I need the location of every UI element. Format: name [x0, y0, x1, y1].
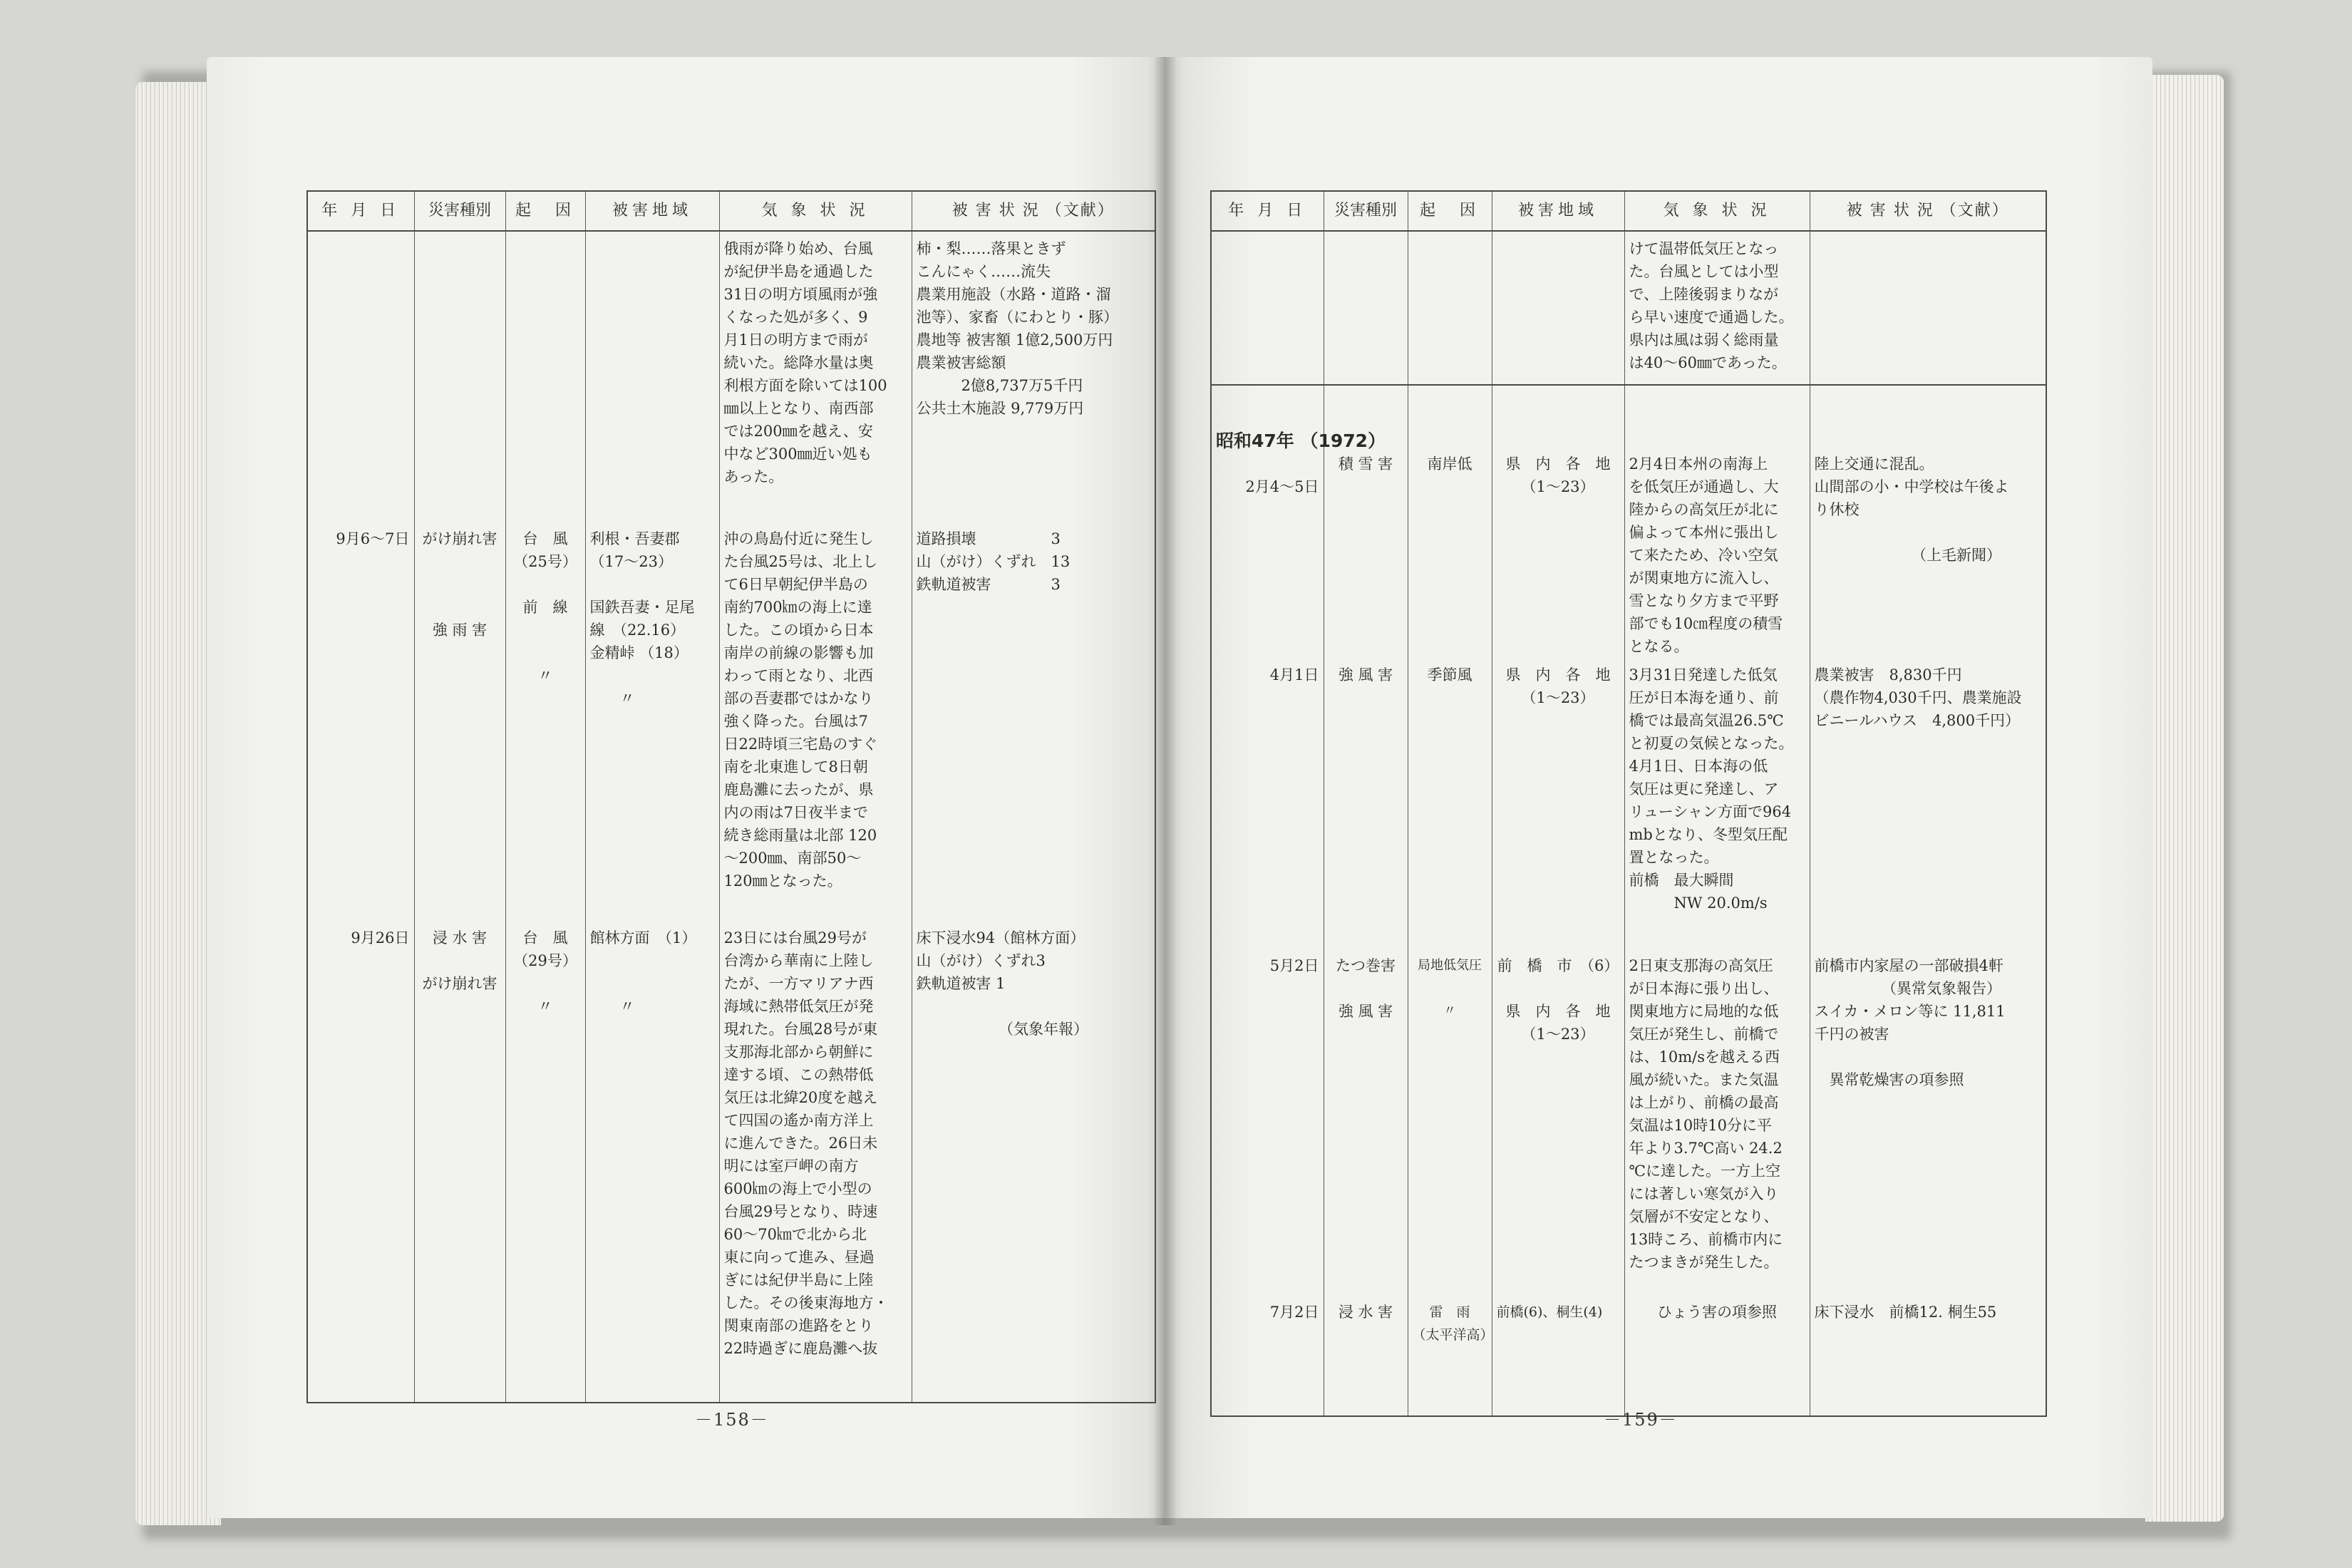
date-cell	[1211, 231, 1324, 385]
header-weather: 気 象 状 況	[1624, 191, 1810, 231]
weather-cell: 3月31日発達した低気 圧が日本海を通り、前 橋では最高気温26.5℃ と初夏の気候となった。 4月1日、日本海の低 気圧は更に発達し、ア リューシャン方面で964 mbとなり、冬型気圧配 置となった。 前橋 最大瞬間 NW 20.0m/s	[1624, 658, 1810, 949]
cause-cell: 南岸低	[1408, 385, 1492, 658]
era-year-label: 昭和47年 （1972）	[1216, 430, 1386, 451]
cause-cell: 季節風	[1408, 658, 1492, 949]
table-row	[1211, 231, 2046, 385]
disaster-type-cell: 強 風 害	[1324, 658, 1408, 949]
table-row	[1211, 1295, 2046, 1416]
disaster-type-cell	[1324, 231, 1408, 385]
weather-cell: ひょう害の項参照	[1624, 1295, 1810, 1416]
table-row	[307, 522, 1155, 921]
header-area: 被害地域	[585, 191, 719, 231]
cause-cell: 台 風 （29号） 〃	[505, 921, 585, 1403]
table-row	[1211, 949, 2046, 1295]
table-header-row	[1211, 191, 2046, 231]
header-damage: 被 害 状 況 （文献）	[1810, 191, 2046, 231]
damage-cell: 陸上交通に混乱。 山間部の小・中学校は午後よ り休校 （上毛新聞）	[1810, 385, 2046, 658]
header-damage: 被 害 状 況 （文献）	[912, 191, 1155, 231]
table-row	[307, 231, 1155, 522]
disaster-type-cell: 浸 水 害	[1324, 1295, 1408, 1416]
cause-cell: 雷 雨 （太平洋高）	[1408, 1295, 1492, 1416]
cause-cell: 台 風 （25号） 前 線 〃	[505, 522, 585, 921]
cause-cell	[505, 231, 585, 522]
area-cell: 館林方面 （1） 〃	[585, 921, 719, 1403]
header-cause: 起 因	[505, 191, 585, 231]
date-text: 2月4～5日	[1245, 478, 1319, 495]
damage-cell: 床下浸水 前橋12. 桐生55	[1810, 1295, 2046, 1416]
table-row	[1211, 385, 2046, 658]
damage-cell: 床下浸水94（館林方面） 山（がけ）くずれ3 鉄軌道被害 1 （気象年報）	[912, 921, 1155, 1403]
table-row	[1211, 658, 2046, 949]
disaster-type-cell: 浸 水 害 がけ崩れ害	[414, 921, 505, 1403]
area-cell: 県 内 各 地 （1～23）	[1492, 658, 1624, 949]
weather-cell: けて温帯低気圧となっ た。台風としては小型 で、上陸後弱まりなが ら早い速度で通過した。 県内は風は弱く総雨量 は40～60㎜であった。	[1624, 231, 1810, 385]
page-edges-right	[2145, 75, 2224, 1522]
disaster-type-cell: 積 雪 害	[1324, 385, 1408, 658]
right-disaster-table	[1210, 190, 2047, 1417]
header-cause: 起 因	[1408, 191, 1492, 231]
area-cell	[585, 231, 719, 522]
page-number-left: －158－	[695, 1410, 769, 1430]
header-date: 年 月 日	[1211, 191, 1324, 231]
weather-cell: 沖の鳥島付近に発生し た台風25号は、北上し て6日早朝紀伊半島の 南約700㎞の海上に達 した。この頃から日本 南岸の前線の影響も加 わって雨となり、北西 部の吾妻郡ではかなり 強く降った。台風は7 日22時頃三宅島のすぐ 南を北東進して8日朝 鹿島灘に去ったが、県 内の雨は7日夜半まで 続き総雨量は北部 120 ～200㎜、南部50～ 120㎜となった。	[719, 522, 912, 921]
date-cell	[307, 231, 414, 522]
header-weather: 気 象 状 況	[719, 191, 912, 231]
header-disaster-type: 災害種別	[1324, 191, 1408, 231]
header-date: 年 月 日	[307, 191, 414, 231]
area-cell: 前 橋 市 （6） 県 内 各 地 （1～23）	[1492, 949, 1624, 1295]
weather-cell: 2月4日本州の南海上 を低気圧が通過し、大 陸からの高気圧が北に 偏よって本州に張出し て来たため、冷い空気 が関東地方に流入し、 雪となり夕方まで平野 部でも10㎝程度の積雪 となる。	[1624, 385, 1810, 658]
damage-cell: 柿・梨……落果ときず こんにゃく……流失 農業用施設（水路・道路・溜 池等）、家畜（にわとり・豚） 農地等 被害額 1億2,500万円 農業被害総額 2億8,737万5千円 公共土木施設 9,779万円	[912, 231, 1155, 522]
cause-cell: 局地低気圧 〃	[1408, 949, 1492, 1295]
page-number-right: －159－	[1604, 1410, 1678, 1430]
area-cell	[1492, 231, 1624, 385]
area-cell: 前橋(6)、桐生(4)	[1492, 1295, 1624, 1416]
book-gutter	[1153, 57, 1177, 1525]
weather-cell: 俄雨が降り始め、台風 が紀伊半島を通過した 31日の明方頃風雨が強 くなった処が多く、9 月1日の明方まで雨が 続いた。総降水量は奥 利根方面を除いては100 ㎜以上となり、南西部 では200㎜を越え、安 中など300㎜近い処も あった。	[719, 231, 912, 522]
date-cell: 9月6～7日	[307, 522, 414, 921]
area-cell: 県 内 各 地 （1～23）	[1492, 385, 1624, 658]
table-header-row	[307, 191, 1155, 231]
date-cell: 4月1日	[1211, 658, 1324, 949]
header-area: 被害地域	[1492, 191, 1624, 231]
damage-cell: 前橋市内家屋の一部破損4軒 （異常気象報告） スイカ・メロン等に 11,811 千円の被害 異常乾燥害の項参照	[1810, 949, 2046, 1295]
damage-cell	[1810, 231, 2046, 385]
damage-cell: 道路損壊 3 山（がけ）くずれ 13 鉄軌道被害 3	[912, 522, 1155, 921]
date-cell: 5月2日	[1211, 949, 1324, 1295]
left-disaster-table	[306, 190, 1156, 1403]
area-cell: 利根・吾妻郡 （17～23） 国鉄吾妻・足尾 線 （22.16） 金精峠 （18） 〃	[585, 522, 719, 921]
date-cell: 7月2日	[1211, 1295, 1324, 1416]
disaster-type-cell: たつ巻害 強 風 害	[1324, 949, 1408, 1295]
date-cell: 9月26日	[307, 921, 414, 1403]
disaster-type-cell	[414, 231, 505, 522]
table-row	[307, 921, 1155, 1403]
weather-cell: 23日には台風29号が 台湾から華南に上陸し たが、一方マリアナ西 海域に熱帯低気圧が発 現れた。台風28号が東 支那海北部から朝鮮に 達する頃、この熱帯低 気圧は北緯20度を越え て四国の遙か南方洋上 に進んできた。26日未 明には室戸岬の南方 600㎞の海上で小型の 台風29号となり、時速 60～70㎞で北から北 東に向って進み、昼過 ぎには紀伊半島に上陸 した。その後東海地方・ 関東南部の進路をとり 22時過ぎに鹿島灘へ抜	[719, 921, 912, 1403]
damage-cell: 農業被害 8,830千円 （農作物4,030千円、農業施設 ビニールハウス 4,800千円）	[1810, 658, 2046, 949]
disaster-type-cell: がけ崩れ害 強 雨 害	[414, 522, 505, 921]
header-disaster-type: 災害種別	[414, 191, 505, 231]
weather-cell: 2日東支那海の高気圧 が日本海に張り出し、 関東地方に局地的な低 気圧が発生し、前橋で は、10m/sを越える西 風が続いた。また気温 は上がり、前橋の最高 気温は10時10分に平 年より3.7℃高い 24.2 ℃に達した。一方上空 には著しい寒気が入り 気層が不安定となり、 13時ころ、前橋市内に たつまきが発生した。	[1624, 949, 1810, 1295]
cause-cell	[1408, 231, 1492, 385]
